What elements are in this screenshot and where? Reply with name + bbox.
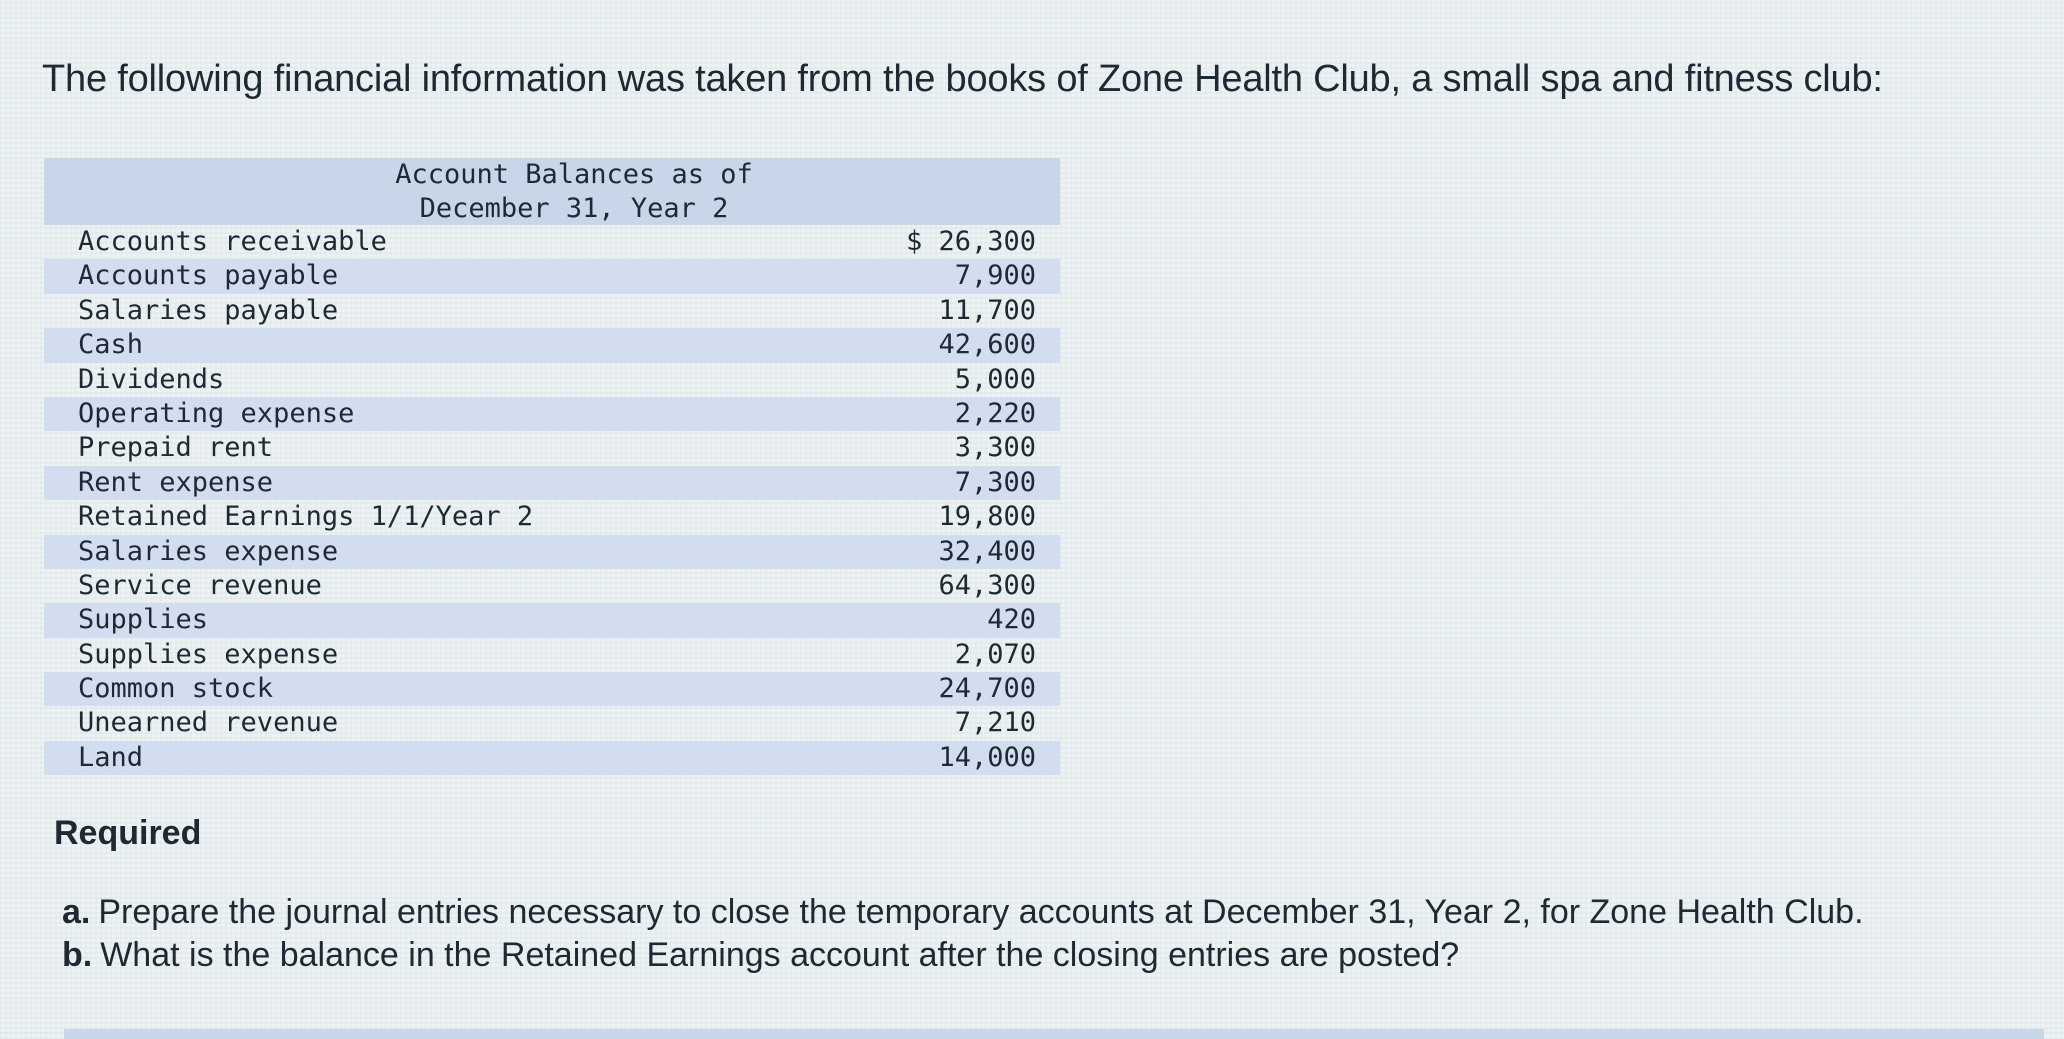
intro-text: The following financial information was taken from the books of Zone Health Club, a small spa and fitness club: <box>42 58 1883 100</box>
account-balance: 14,000 <box>938 741 1036 773</box>
table-row <box>44 535 1060 569</box>
task-a-text: Prepare the journal entries necessary to close the temporary accounts at December 31, Year 2, for Zone Health Club. <box>98 893 1864 931</box>
task-a <box>62 893 1864 932</box>
account-balance: 2,070 <box>954 638 1036 670</box>
table-row <box>44 328 1060 362</box>
table-row <box>44 741 1060 775</box>
account-balance: 7,900 <box>954 260 1036 292</box>
table-row <box>44 225 1060 259</box>
header-line-2: December 31, Year 2 <box>419 193 729 224</box>
account-name: Service revenue <box>78 569 322 601</box>
account-name: Unearned revenue <box>78 707 339 739</box>
account-name: Retained Earnings 1/1/Year 2 <box>78 501 534 533</box>
account-name: Prepaid rent <box>78 432 274 464</box>
account-balance: 11,700 <box>938 294 1036 326</box>
account-balances-table <box>44 158 1060 775</box>
header-line-1: Account Balances as of <box>395 159 753 190</box>
account-name: Land <box>78 741 144 773</box>
table-header <box>44 158 1060 225</box>
account-name: Accounts receivable <box>78 226 387 257</box>
account-name: Rent expense <box>78 466 274 498</box>
task-b-letter: b. <box>62 936 93 974</box>
account-name: Salaries expense <box>78 535 339 567</box>
account-balance: 3,300 <box>954 432 1036 464</box>
task-b <box>62 936 1459 975</box>
account-balance: 24,700 <box>938 673 1036 705</box>
account-balance: 2,220 <box>954 397 1036 429</box>
account-balance: 32,400 <box>938 535 1036 567</box>
required-heading: Required <box>54 814 202 852</box>
account-name: Dividends <box>78 363 225 395</box>
task-b-text: What is the balance in the Retained Earnings account after the closing entries are posted? <box>100 936 1460 974</box>
account-name: Salaries payable <box>78 294 339 326</box>
table-row <box>44 500 1060 534</box>
account-name: Operating expense <box>78 397 355 429</box>
account-balance: 42,600 <box>938 329 1036 361</box>
account-name: Supplies <box>78 604 209 636</box>
table-row <box>44 259 1060 293</box>
table-row <box>44 363 1060 397</box>
table-body <box>44 225 1060 775</box>
account-balance: 19,800 <box>938 501 1036 533</box>
account-balance: 7,300 <box>954 466 1036 498</box>
table-row <box>44 397 1060 431</box>
account-balance: 7,210 <box>954 707 1036 739</box>
account-name: Supplies expense <box>78 638 339 670</box>
table-row <box>44 431 1060 465</box>
account-name: Common stock <box>78 673 274 705</box>
account-balance: 420 <box>987 604 1036 636</box>
account-balance: $ 26,300 <box>905 226 1036 257</box>
bottom-band <box>64 1029 2044 1039</box>
account-balance: 5,000 <box>954 363 1036 395</box>
table-row <box>44 569 1060 603</box>
table-row <box>44 294 1060 328</box>
account-balance: 64,300 <box>938 569 1036 601</box>
table-row <box>44 603 1060 637</box>
table-header-title <box>364 158 784 226</box>
task-a-letter: a. <box>62 893 91 931</box>
table-row <box>44 466 1060 500</box>
table-row <box>44 638 1060 672</box>
table-row <box>44 706 1060 740</box>
table-row <box>44 672 1060 706</box>
account-name: Accounts payable <box>78 260 339 292</box>
account-name: Cash <box>78 329 144 361</box>
